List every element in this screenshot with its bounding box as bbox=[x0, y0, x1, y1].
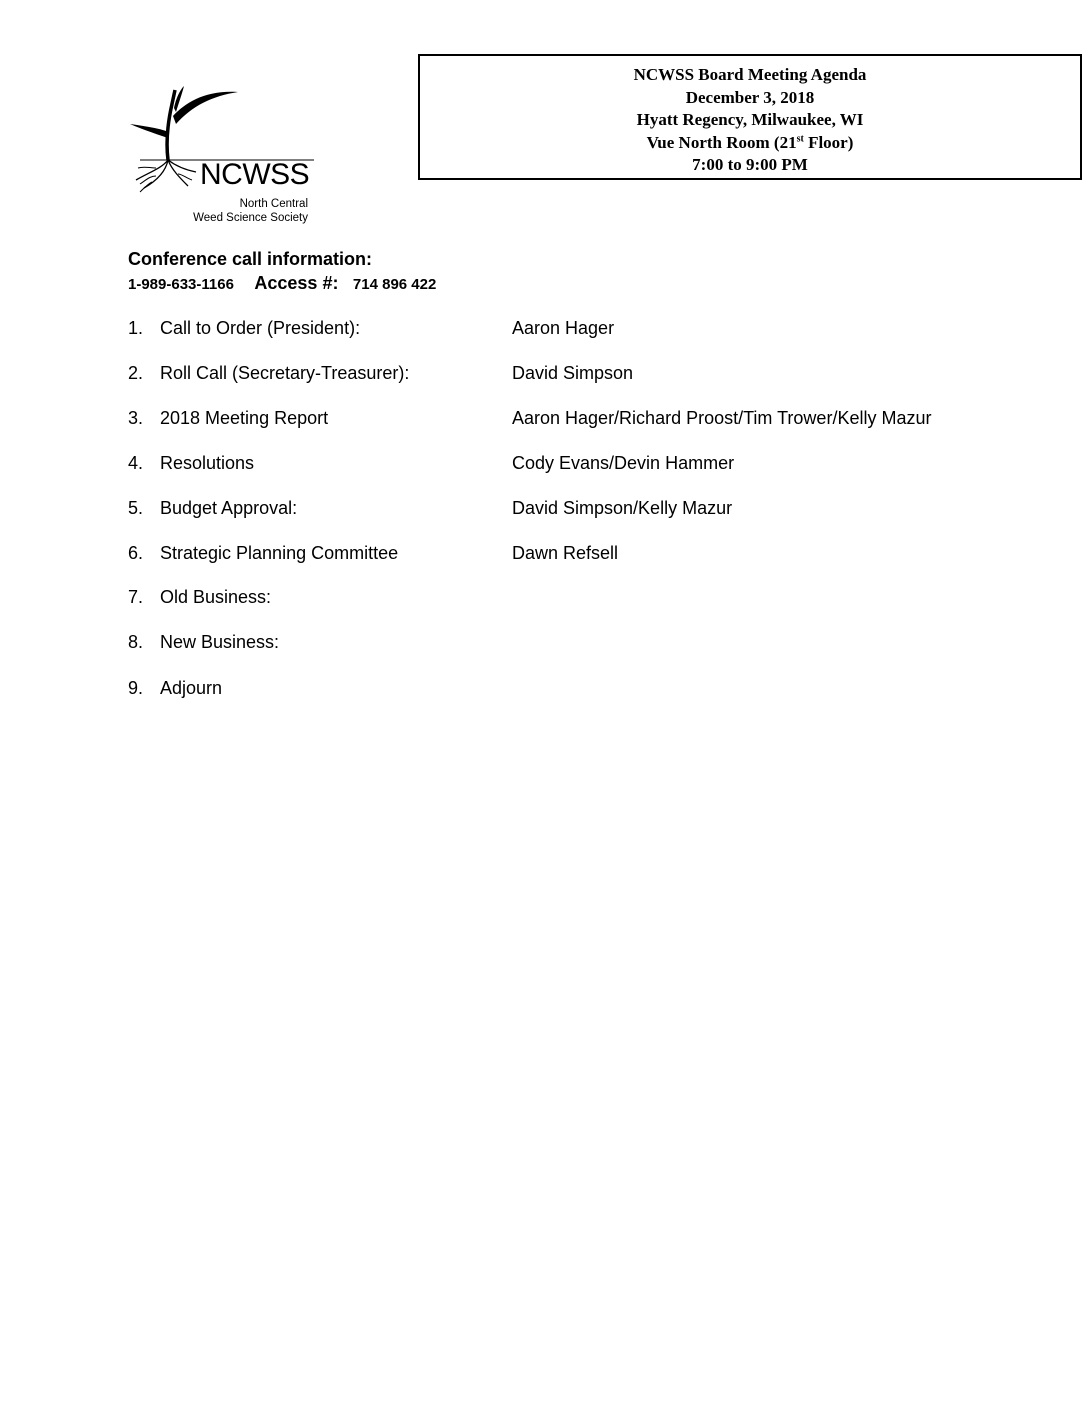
agenda-item-title: 2018 Meeting Report bbox=[160, 408, 329, 428]
meeting-room bbox=[420, 132, 1080, 155]
agenda-item-number: 7. bbox=[128, 587, 144, 607]
conference-access-label: Access #: bbox=[254, 273, 339, 293]
agenda-item bbox=[128, 676, 1028, 700]
agenda-item-owner: Dawn Refsell bbox=[512, 543, 619, 563]
agenda-item bbox=[128, 496, 1028, 520]
meeting-room-name: Vue North Room (21 bbox=[646, 132, 797, 152]
agenda-item-number: 4. bbox=[128, 453, 144, 473]
agenda-item bbox=[128, 541, 1028, 565]
meeting-title: NCWSS Board Meeting Agenda bbox=[633, 65, 867, 84]
ncwss-logo bbox=[126, 84, 316, 232]
agenda-item-number: 6. bbox=[128, 543, 144, 563]
conference-access-code: 714 896 422 bbox=[352, 276, 437, 293]
agenda-item-number: 1. bbox=[128, 318, 144, 338]
agenda-item-owner: Cody Evans/Devin Hammer bbox=[512, 453, 735, 473]
agenda-item-owner: David Simpson/Kelly Mazur bbox=[512, 498, 733, 518]
logo-subtitle-line2: Weed Science Society bbox=[193, 212, 308, 224]
agenda-item-title: Call to Order (President): bbox=[160, 318, 361, 338]
agenda-item bbox=[128, 451, 1028, 475]
agenda-item-title: Adjourn bbox=[160, 678, 223, 698]
agenda-item-title: Resolutions bbox=[160, 453, 255, 473]
meeting-date: December 3, 2018 bbox=[685, 87, 815, 107]
meeting-venue: Hyatt Regency, Milwaukee, WI bbox=[636, 110, 864, 129]
agenda-item-title: New Business: bbox=[160, 632, 280, 652]
agenda-item-number: 3. bbox=[128, 408, 144, 428]
agenda-item bbox=[128, 630, 1028, 654]
agenda-item-owner: David Simpson bbox=[512, 363, 634, 383]
meeting-room-floor: Floor) bbox=[803, 132, 854, 152]
agenda-item-number: 9. bbox=[128, 678, 144, 698]
agenda-item-number: 2. bbox=[128, 363, 144, 383]
logo-wordmark: NCWSS bbox=[200, 158, 310, 191]
conference-call-details bbox=[128, 273, 436, 294]
agenda-item-title: Old Business: bbox=[160, 587, 272, 607]
meeting-room-ordinal: st bbox=[796, 132, 804, 144]
agenda-item bbox=[128, 406, 1028, 430]
agenda-item-owner: Aaron Hager/Richard Proost/Tim Trower/Kelly Mazur bbox=[512, 408, 932, 428]
agenda-item bbox=[128, 361, 1028, 385]
agenda-item-title: Roll Call (Secretary-Treasurer): bbox=[160, 363, 410, 383]
logo-subtitle-line1: North Central bbox=[239, 198, 308, 210]
meeting-time: 7:00 to 9:00 PM bbox=[692, 155, 808, 174]
meeting-header-box bbox=[418, 54, 1082, 180]
agenda-item-title: Budget Approval: bbox=[160, 498, 298, 518]
agenda-item-owner: Aaron Hager bbox=[512, 318, 615, 338]
agenda-item-number: 8. bbox=[128, 632, 144, 652]
agenda-item bbox=[128, 585, 1028, 609]
agenda-item-title: Strategic Planning Committee bbox=[160, 543, 399, 563]
agenda-item-number: 5. bbox=[128, 498, 144, 518]
conference-phone: 1-989-633-1166 bbox=[128, 276, 234, 293]
agenda-item bbox=[128, 316, 1028, 340]
conference-call-heading: Conference call information: bbox=[128, 249, 373, 269]
